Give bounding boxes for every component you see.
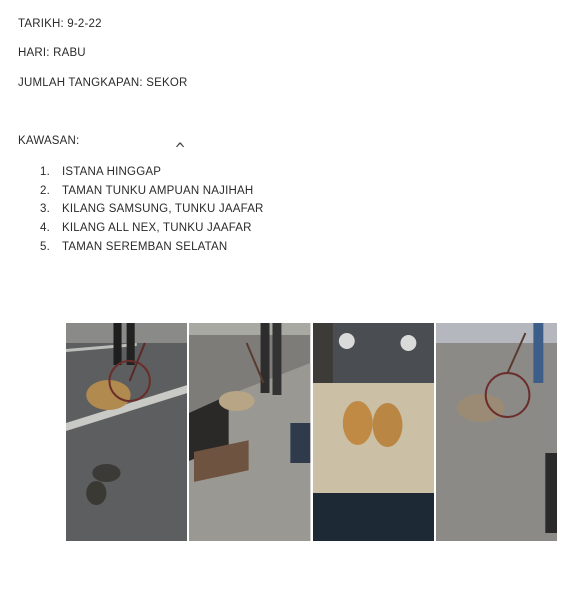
area-item-label: KILANG SAMSUNG, TUNKU JAAFAR (62, 203, 264, 216)
dogs-in-cage-photo-icon (313, 323, 434, 541)
area-item-label: ISTANA HINGGAP (62, 166, 162, 178)
area-list (40, 163, 264, 256)
date-line: TARIKH: 9-2-22 (18, 18, 102, 30)
day-line: HARI: RABU (18, 47, 86, 59)
area-item: 4. KILANG ALL NEX, TUNKU JAAFAR (40, 222, 252, 235)
area-item: 2. TAMAN TUNKU AMPUAN NAJIHAH (40, 184, 254, 197)
handwritten-caret-icon: ^ (174, 140, 186, 160)
area-item: 3. KILANG SAMSUNG, TUNKU JAAFAR (40, 203, 264, 216)
catch-total-line: JUMLAH TANGKAPAN: SEKOR (18, 77, 188, 89)
dog-near-drain-photo-icon (189, 323, 310, 541)
area-item-label: KILANG ALL NEX, TUNKU JAAFAR (62, 222, 252, 235)
area-item-label: TAMAN TUNKU AMPUAN NAJIHAH (62, 184, 254, 197)
area-heading: KAWASAN: (18, 135, 80, 147)
photo-strip (66, 323, 557, 541)
area-item: 1. ISTANA HINGGAP (40, 166, 162, 178)
area-item-label: TAMAN SEREMBAN SELATAN (62, 240, 228, 253)
area-item: 5. TAMAN SEREMBAN SELATAN (40, 240, 228, 253)
dog-catch-pole-photo-icon (66, 323, 187, 541)
dog-caught-net-photo-icon (436, 323, 557, 541)
